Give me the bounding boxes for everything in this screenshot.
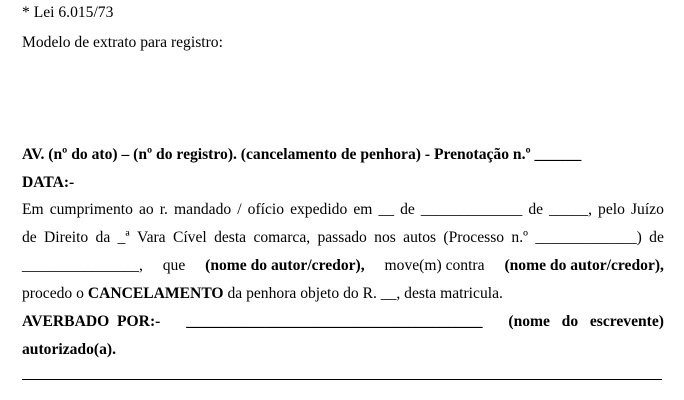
averbado-por-label: AVERBADO POR:-: [22, 313, 161, 330]
blank-vara: _ª: [117, 229, 130, 246]
blank-party: _______________,: [22, 257, 143, 274]
word: pelo: [598, 201, 625, 218]
text-segment: procedo o: [22, 285, 88, 302]
blank-process-number: _____________): [535, 229, 642, 246]
word: de: [528, 201, 544, 218]
word: passado: [317, 229, 367, 246]
text-segment: da penhora objeto do R. __, desta matricula.: [223, 285, 503, 302]
defendant-placeholder: (nome do autor/credor),: [504, 257, 664, 274]
paragraph-line-4: [22, 284, 664, 304]
blank-year: _____,: [549, 201, 592, 218]
plaintiff-placeholder: (nome do autor/credor),: [205, 257, 365, 274]
word: nos: [374, 229, 396, 246]
authorized-label: autorizado(a).: [22, 341, 116, 358]
bottom-separator-line: [22, 379, 662, 380]
word: expedido: [290, 201, 348, 218]
word: r.: [159, 201, 168, 218]
word: de: [400, 201, 415, 218]
averbado-por-line: [22, 312, 664, 332]
word: em: [353, 201, 373, 218]
law-reference: * Lei 6.015/73: [22, 4, 114, 21]
paragraph-line-1: [22, 200, 664, 220]
word: mandado: [174, 201, 232, 218]
word: Vara: [137, 229, 166, 246]
blank-month: _____________: [420, 201, 523, 218]
paragraph-line-3: [22, 256, 664, 276]
word: Em: [22, 201, 44, 218]
word: de: [649, 229, 664, 246]
word: autos: [403, 229, 437, 246]
cancelamento-keyword: CANCELAMENTO: [87, 285, 224, 302]
word: (Processo: [443, 229, 505, 246]
word: desta: [214, 229, 247, 246]
word: /: [237, 201, 242, 218]
paragraph-line-2: [22, 228, 664, 248]
clerk-name-placeholder: (nome do escrevente): [508, 313, 664, 330]
word: comarca,: [253, 229, 311, 246]
word: Direito: [44, 229, 89, 246]
word: ofício: [247, 201, 285, 218]
word: n.º: [511, 229, 528, 246]
word: Cível: [172, 229, 207, 246]
signature-blank: ______________________________________: [186, 313, 483, 330]
word: cumprimento: [49, 201, 133, 218]
word: que: [162, 257, 186, 274]
extract-model-subtitle: Modelo de extrato para registro:: [22, 34, 223, 51]
word: Juízo: [630, 201, 664, 218]
averbacao-heading: AV. (nº do ato) – (nº do registro). (cancelamento de penhora) - Prenotação n.º ______: [22, 146, 582, 163]
word: move(m) contra: [384, 257, 485, 274]
date-label: DATA:-: [22, 174, 75, 191]
blank-day: __: [378, 201, 395, 218]
word: da: [95, 229, 111, 246]
word: ao: [138, 201, 154, 218]
word: de: [22, 229, 37, 246]
